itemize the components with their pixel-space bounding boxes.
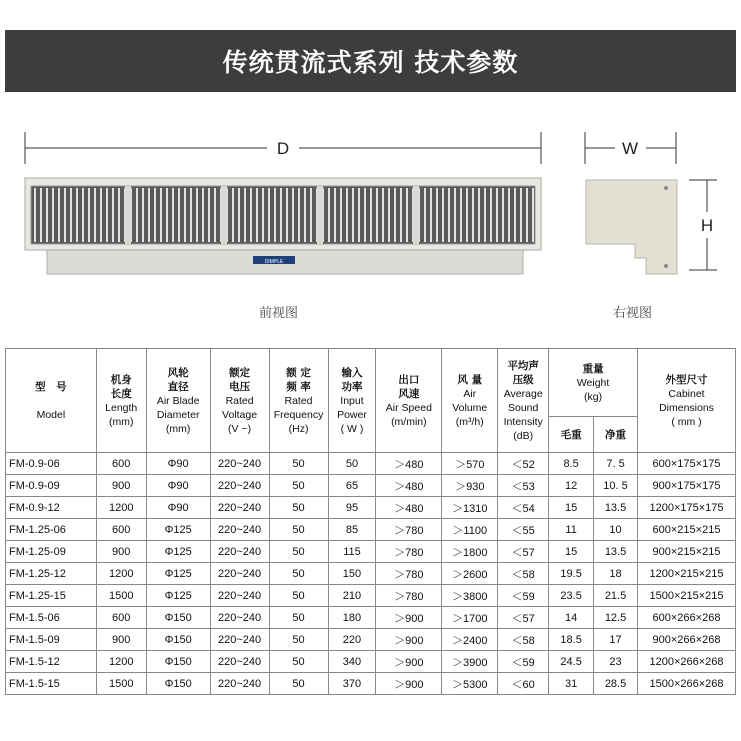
cell-model: FM-1.25-09	[6, 541, 97, 563]
table-row	[6, 475, 736, 497]
cell-air-volume: ＞930	[442, 475, 498, 497]
cell-voltage: 220~240	[210, 673, 269, 695]
cell-gross-weight: 18.5	[549, 629, 594, 651]
cell-blade-diameter: Φ90	[146, 453, 210, 475]
cell-model: FM-0.9-12	[6, 497, 97, 519]
cell-air-speed: ＞900	[376, 673, 442, 695]
cell-dimensions: 1500×215×215	[637, 585, 735, 607]
d-dimension	[25, 132, 541, 164]
col-header-sound: 平均声 压级 Average Sound Intensity (dB)	[498, 349, 549, 453]
cell-sound-level: ＜58	[498, 629, 549, 651]
cell-blade-diameter: Φ90	[146, 475, 210, 497]
table-row	[6, 541, 736, 563]
col-header-frequency: 额 定 频 率 Rated Frequency (Hz)	[269, 349, 328, 453]
cell-blade-diameter: Φ125	[146, 585, 210, 607]
cell-frequency: 50	[269, 585, 328, 607]
cell-frequency: 50	[269, 519, 328, 541]
cell-sound-level: ＜59	[498, 651, 549, 673]
cell-voltage: 220~240	[210, 519, 269, 541]
cell-dimensions: 1200×215×215	[637, 563, 735, 585]
col-header-length: 机身 长度 Length (mm)	[96, 349, 146, 453]
cell-net-weight: 12.5	[594, 607, 638, 629]
cell-net-weight: 13.5	[594, 541, 638, 563]
cell-dimensions: 600×266×268	[637, 607, 735, 629]
table-row	[6, 629, 736, 651]
cell-dimensions: 900×266×268	[637, 629, 735, 651]
cell-blade-diameter: Φ150	[146, 651, 210, 673]
cell-length: 1500	[96, 585, 146, 607]
cell-power: 210	[328, 585, 376, 607]
cell-model: FM-1.5-06	[6, 607, 97, 629]
grille-post	[317, 186, 323, 244]
table-row	[6, 563, 736, 585]
cell-blade-diameter: Φ125	[146, 563, 210, 585]
table-row	[6, 673, 736, 695]
col-header-speed: 出口 风速 Air Speed (m/min)	[376, 349, 442, 453]
cell-sound-level: ＜60	[498, 673, 549, 695]
grille-post	[221, 186, 227, 244]
cell-voltage: 220~240	[210, 651, 269, 673]
cell-frequency: 50	[269, 651, 328, 673]
cell-blade-diameter: Φ150	[146, 629, 210, 651]
cell-air-volume: ＞2400	[442, 629, 498, 651]
cell-dimensions: 1500×266×268	[637, 673, 735, 695]
cell-model: FM-1.5-15	[6, 673, 97, 695]
cell-net-weight: 10	[594, 519, 638, 541]
cell-voltage: 220~240	[210, 585, 269, 607]
cell-dimensions: 600×215×215	[637, 519, 735, 541]
cell-power: 370	[328, 673, 376, 695]
cell-voltage: 220~240	[210, 563, 269, 585]
cell-gross-weight: 12	[549, 475, 594, 497]
cell-gross-weight: 14	[549, 607, 594, 629]
cell-gross-weight: 23.5	[549, 585, 594, 607]
cell-sound-level: ＜57	[498, 541, 549, 563]
cell-power: 85	[328, 519, 376, 541]
h-dimension	[689, 180, 717, 270]
cell-air-speed: ＞900	[376, 607, 442, 629]
cell-air-volume: ＞3800	[442, 585, 498, 607]
cell-voltage: 220~240	[210, 475, 269, 497]
col-header-volume: 风 量 Air Volume (m³/h)	[442, 349, 498, 453]
cell-dimensions: 1200×266×268	[637, 651, 735, 673]
col-header-dimensions: 外型尺寸 Cabinet Dimensions ( mm )	[637, 349, 735, 453]
cell-frequency: 50	[269, 563, 328, 585]
cell-sound-level: ＜53	[498, 475, 549, 497]
cell-dimensions: 1200×175×175	[637, 497, 735, 519]
table-row	[6, 651, 736, 673]
col-header-weight: 重量 Weight (kg)	[549, 349, 638, 417]
h-label: H	[700, 216, 714, 235]
cell-length: 600	[96, 607, 146, 629]
cell-blade-diameter: Φ150	[146, 673, 210, 695]
col-header-net-weight: 净重	[594, 417, 638, 453]
cell-sound-level: ＜57	[498, 607, 549, 629]
grille-post	[413, 186, 419, 244]
side-view-caption: 右视图	[613, 306, 653, 321]
cell-length: 900	[96, 629, 146, 651]
col-header-model: 型 号 Model	[6, 349, 97, 453]
cell-frequency: 50	[269, 453, 328, 475]
cell-air-volume: ＞5300	[442, 673, 498, 695]
cell-air-speed: ＞780	[376, 519, 442, 541]
table-row	[6, 497, 736, 519]
cell-power: 150	[328, 563, 376, 585]
table-row	[6, 585, 736, 607]
cell-net-weight: 23	[594, 651, 638, 673]
cell-dimensions: 900×175×175	[637, 475, 735, 497]
cell-model: FM-1.5-09	[6, 629, 97, 651]
cell-net-weight: 10. 5	[594, 475, 638, 497]
cell-air-volume: ＞1700	[442, 607, 498, 629]
cell-model: FM-1.25-06	[6, 519, 97, 541]
cell-length: 1200	[96, 563, 146, 585]
cell-voltage: 220~240	[210, 607, 269, 629]
cell-voltage: 220~240	[210, 541, 269, 563]
d-label: D	[276, 139, 290, 158]
table-row	[6, 453, 736, 475]
cell-gross-weight: 19.5	[549, 563, 594, 585]
cell-model: FM-1.25-12	[6, 563, 97, 585]
cell-air-volume: ＞570	[442, 453, 498, 475]
side-view-unit	[586, 180, 677, 274]
cell-air-speed: ＞900	[376, 651, 442, 673]
brand-badge-text: DIMPLE	[264, 259, 284, 265]
cell-power: 95	[328, 497, 376, 519]
cell-gross-weight: 15	[549, 541, 594, 563]
cell-power: 115	[328, 541, 376, 563]
cell-air-speed: ＞780	[376, 541, 442, 563]
cell-sound-level: ＜58	[498, 563, 549, 585]
cell-air-speed: ＞480	[376, 453, 442, 475]
cell-air-speed: ＞900	[376, 629, 442, 651]
cell-power: 220	[328, 629, 376, 651]
cell-length: 900	[96, 541, 146, 563]
cell-blade-diameter: Φ90	[146, 497, 210, 519]
cell-model: FM-1.5-12	[6, 651, 97, 673]
cell-model: FM-0.9-09	[6, 475, 97, 497]
cell-air-volume: ＞3900	[442, 651, 498, 673]
cell-blade-diameter: Φ125	[146, 519, 210, 541]
cell-sound-level: ＜54	[498, 497, 549, 519]
table-row	[6, 519, 736, 541]
cell-power: 65	[328, 475, 376, 497]
cell-frequency: 50	[269, 673, 328, 695]
cell-air-volume: ＞1310	[442, 497, 498, 519]
cell-voltage: 220~240	[210, 453, 269, 475]
cell-frequency: 50	[269, 629, 328, 651]
product-drawing	[5, 92, 736, 348]
cell-air-speed: ＞780	[376, 585, 442, 607]
cell-voltage: 220~240	[210, 497, 269, 519]
cell-net-weight: 7. 5	[594, 453, 638, 475]
cell-air-volume: ＞2600	[442, 563, 498, 585]
cell-sound-level: ＜52	[498, 453, 549, 475]
cell-net-weight: 18	[594, 563, 638, 585]
cell-length: 1200	[96, 651, 146, 673]
cell-net-weight: 28.5	[594, 673, 638, 695]
cell-length: 1200	[96, 497, 146, 519]
table-row	[6, 607, 736, 629]
cell-air-speed: ＞480	[376, 497, 442, 519]
front-view-caption: 前视图	[259, 306, 299, 321]
page-title: 传统贯流式系列 技术参数	[222, 48, 519, 77]
cell-sound-level: ＜59	[498, 585, 549, 607]
cell-air-speed: ＞780	[376, 563, 442, 585]
col-header-gross-weight: 毛重	[549, 417, 594, 453]
w-dimension	[585, 132, 676, 164]
cell-length: 1500	[96, 673, 146, 695]
cell-net-weight: 17	[594, 629, 638, 651]
cell-model: FM-0.9-06	[6, 453, 97, 475]
cell-frequency: 50	[269, 475, 328, 497]
cell-gross-weight: 24.5	[549, 651, 594, 673]
cell-voltage: 220~240	[210, 629, 269, 651]
cell-gross-weight: 15	[549, 497, 594, 519]
cell-air-volume: ＞1100	[442, 519, 498, 541]
cell-power: 180	[328, 607, 376, 629]
cell-frequency: 50	[269, 541, 328, 563]
cell-frequency: 50	[269, 497, 328, 519]
cell-blade-diameter: Φ125	[146, 541, 210, 563]
cell-frequency: 50	[269, 607, 328, 629]
grille-post	[125, 186, 131, 244]
col-header-voltage: 额定 电压 Rated Voltage (V ~)	[210, 349, 269, 453]
cell-gross-weight: 8.5	[549, 453, 594, 475]
title-banner	[5, 30, 736, 92]
w-label: W	[621, 139, 639, 158]
cell-power: 340	[328, 651, 376, 673]
cell-gross-weight: 11	[549, 519, 594, 541]
cell-net-weight: 13.5	[594, 497, 638, 519]
cell-length: 600	[96, 519, 146, 541]
cell-air-speed: ＞480	[376, 475, 442, 497]
cell-gross-weight: 31	[549, 673, 594, 695]
cell-model: FM-1.25-15	[6, 585, 97, 607]
cell-blade-diameter: Φ150	[146, 607, 210, 629]
cell-sound-level: ＜55	[498, 519, 549, 541]
cell-length: 600	[96, 453, 146, 475]
spec-table	[5, 348, 736, 695]
cell-air-volume: ＞1800	[442, 541, 498, 563]
front-view-unit	[25, 178, 541, 274]
cell-power: 50	[328, 453, 376, 475]
cell-length: 900	[96, 475, 146, 497]
cell-dimensions: 900×215×215	[637, 541, 735, 563]
top-margin	[0, 0, 741, 30]
col-header-power: 输入 功率 Input Power ( W )	[328, 349, 376, 453]
col-header-blade: 风轮 直径 Air Blade Diameter (mm)	[146, 349, 210, 453]
cell-dimensions: 600×175×175	[637, 453, 735, 475]
cell-net-weight: 21.5	[594, 585, 638, 607]
